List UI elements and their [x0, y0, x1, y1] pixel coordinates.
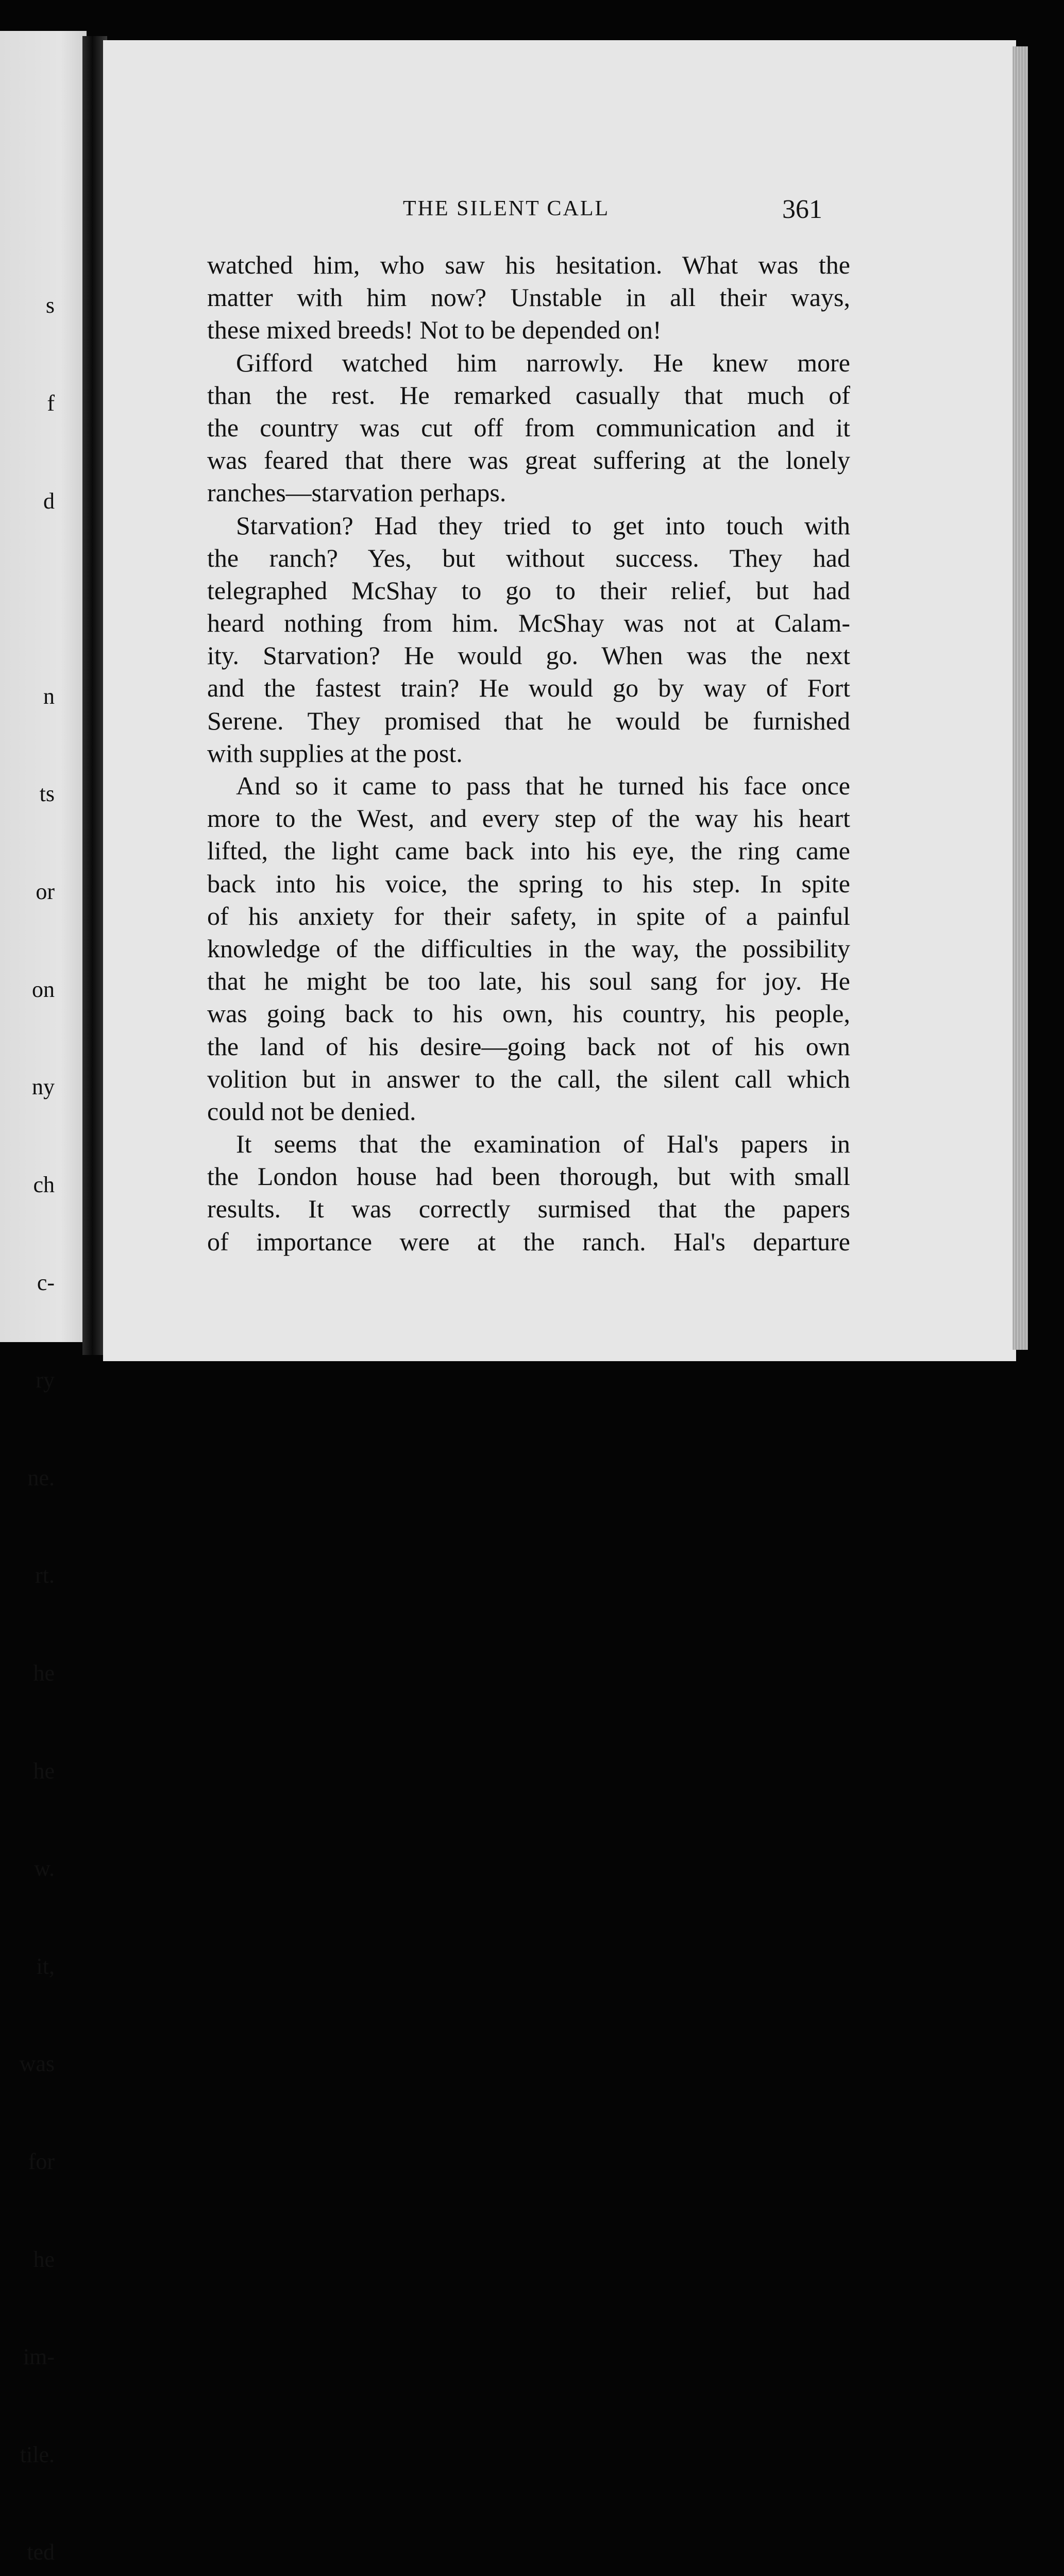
text-line: and the fastest train? He would go by way of Fort: [207, 673, 850, 703]
fragment: for: [28, 2148, 55, 2174]
fragment: ch: [33, 1172, 55, 1197]
fragment: was: [19, 2051, 55, 2077]
fragment: ted: [27, 2539, 55, 2565]
text-line: And so it came to pass that he turned his face once: [236, 771, 850, 800]
fragment: he: [33, 1660, 55, 1686]
text-line: could not be denied.: [207, 1096, 416, 1126]
text-line: was going back to his own, his country, his people,: [207, 999, 850, 1028]
text-line: lifted, the light came back into his eye, the ring came: [207, 836, 850, 866]
text-line: that he might be too late, his soul sang for joy. He: [207, 967, 850, 996]
text-line: Serene. They promised that he would be furnished: [207, 706, 850, 735]
fragment: c-: [37, 1269, 55, 1295]
fragment: ny: [32, 1074, 55, 1100]
text-line: Gifford watched him narrowly. He knew more: [236, 348, 850, 377]
page-header: [103, 196, 1016, 227]
fragment: s: [45, 293, 55, 318]
fragment: it,: [36, 1953, 55, 1979]
text-line: of his anxiety for their safety, in spite of a painful: [207, 901, 850, 930]
text-line: ity. Starvation? He would go. When was the next: [207, 641, 850, 670]
text-line: with supplies at the post.: [207, 738, 463, 768]
text-line: volition but in answer to the call, the silent call which: [207, 1064, 850, 1093]
facing-page-text: [12, 224, 55, 2576]
text-line: telegraphed McShay to go to their relief, but had: [207, 575, 850, 605]
text-line: than the rest. He remarked casually that much of: [207, 380, 850, 410]
text-line: more to the West, and every step of the way his heart: [207, 804, 850, 833]
fragment: im-: [23, 2344, 55, 2370]
fragment: d: [43, 488, 55, 514]
text-line: watched him, who saw his hesitation. What was the: [207, 250, 850, 279]
text-line: matter with him now? Unstable in all their ways,: [207, 283, 850, 312]
text-line: ranches—starvation perhaps.: [207, 478, 506, 507]
text-line: the land of his desire—going back not of his own: [207, 1031, 850, 1061]
fragment: tile.: [20, 2442, 55, 2467]
text-line: It seems that the examination of Hal's papers in: [236, 1129, 850, 1159]
fragment: or: [36, 879, 55, 905]
text-line: Starvation? Had they tried to get into touch with: [236, 511, 850, 540]
page-number: 361: [782, 195, 822, 224]
fragment: he: [33, 1758, 55, 1784]
running-head: THE SILENT CALL: [403, 197, 610, 221]
text-line: knowledge of the difficulties in the way, the possibility: [207, 934, 850, 963]
fragment: on: [32, 976, 55, 1002]
text-line: results. It was correctly surmised that the papers: [207, 1194, 850, 1224]
page-edges: [1012, 46, 1028, 1350]
fragment: [12, 582, 55, 615]
book-page: [103, 40, 1016, 1361]
fragment: ts: [39, 781, 55, 807]
text-line: of importance were at the ranch. Hal's departure: [207, 1227, 850, 1256]
fragment: rt.: [35, 1563, 55, 1588]
body-text: [207, 249, 850, 1258]
fragment: ry: [36, 1367, 55, 1393]
fragment: n: [43, 683, 55, 709]
text-line: the London house had been thorough, but with small: [207, 1162, 850, 1191]
fragment: he: [33, 2246, 55, 2272]
text-line: these mixed breeds! Not to be depended on!: [207, 315, 662, 345]
fragment: w.: [34, 1856, 55, 1882]
text-line: the ranch? Yes, but without success. They had: [207, 543, 850, 572]
text-line: was feared that there was great suffering at the lonely: [207, 446, 850, 475]
fragment: ne.: [27, 1465, 55, 1490]
facing-page: [0, 31, 87, 2565]
text-line: heard nothing from him. McShay was not at Calam-: [207, 608, 850, 638]
text-line: the country was cut off from communication and it: [207, 413, 850, 442]
fragment: f: [47, 391, 55, 416]
text-line: back into his voice, the spring to his step. In spite: [207, 869, 850, 898]
